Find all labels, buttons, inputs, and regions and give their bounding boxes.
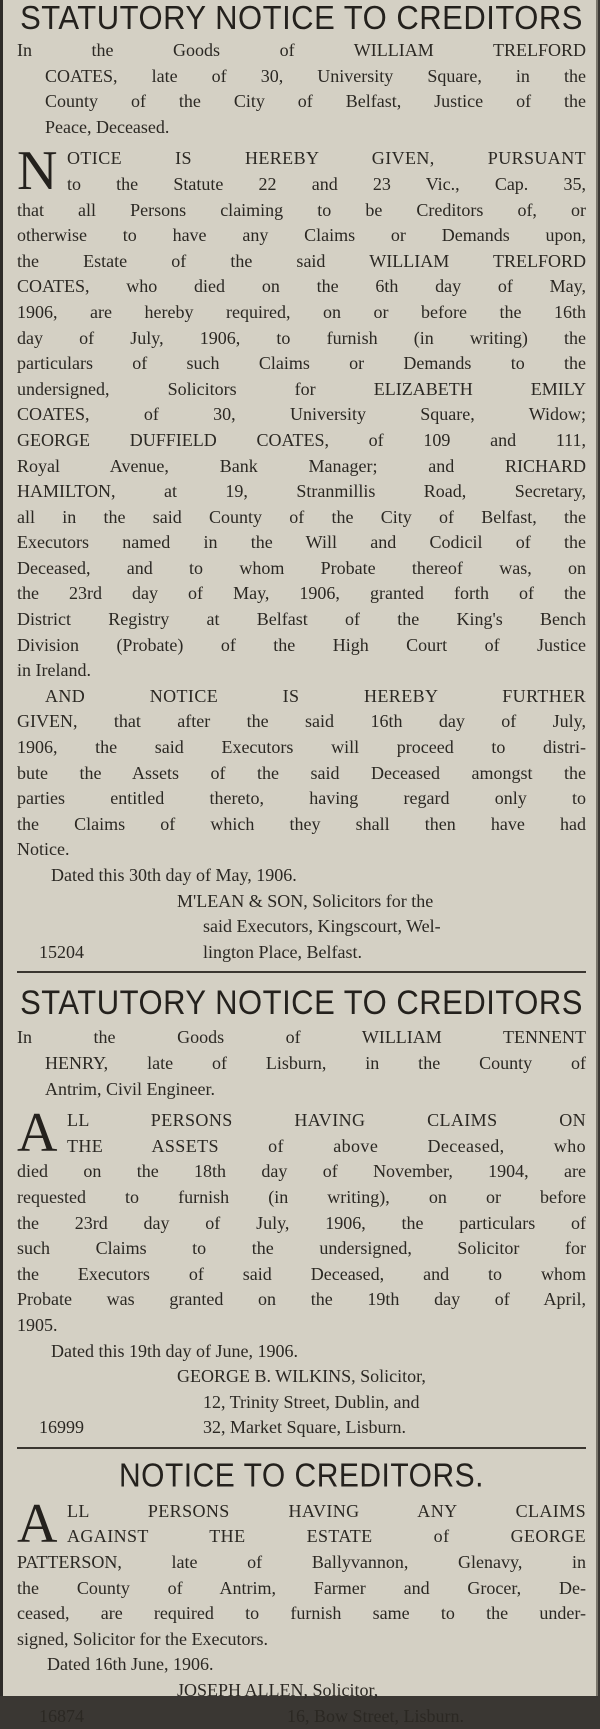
signature-line: 16, Bow Street, Lisburn. xyxy=(287,1705,464,1726)
drop-cap: A xyxy=(17,1102,58,1165)
intro-line: In the Goods of WILLIAM TRELFORD xyxy=(17,40,586,60)
notice-title: NOTICE TO CREDITORS. xyxy=(118,1457,485,1495)
body-line: HAMILTON, at 19, Stranmillis Road, Secretary, xyxy=(17,481,586,502)
dated-line: Dated this 30th day of May, 1906. xyxy=(51,865,297,885)
intro-line: In the Goods of WILLIAM TENNENT xyxy=(17,1027,586,1048)
notice-body xyxy=(17,140,586,683)
divider-rule xyxy=(17,1447,586,1449)
body-line: Deceased, and to whom Probate thereof was, on xyxy=(17,557,586,578)
signature-row xyxy=(17,1704,586,1729)
body-line: Probate was granted on the 19th day of April, xyxy=(17,1289,586,1310)
notice-coates xyxy=(3,0,596,973)
body-line: COATES, of 30, University Square, Widow; xyxy=(17,404,586,425)
body-line: LL PERSONS HAVING ANY CLAIMS xyxy=(67,1500,586,1521)
further-line: the Claims of which they shall then have had xyxy=(17,813,586,834)
signature-line: 32, Market Square, Lisburn. xyxy=(203,1417,406,1438)
body-line: to the Statute 22 and 23 Vic., Cap. 35, xyxy=(67,173,586,194)
body-line: that all Persons claiming to be Creditors of, or xyxy=(17,199,586,220)
body-line: the 23rd day of July, 1906, the particulars of xyxy=(17,1212,586,1233)
body-line: undersigned, Solicitors for ELIZABETH EMILY xyxy=(17,378,586,399)
body-line: such Claims to the undersigned, Solicitor for xyxy=(17,1238,586,1259)
body-line: Royal Avenue, Bank Manager; and RICHARD xyxy=(17,455,586,476)
body-line: THE ASSETS of above Deceased, who xyxy=(67,1135,586,1156)
further-line: GIVEN, that after the said 16th day of July, xyxy=(17,711,586,732)
body-line: died on the 18th day of November, 1904, are xyxy=(17,1161,586,1182)
body-line: the Executors of said Deceased, and to whom xyxy=(17,1263,586,1284)
body-line: requested to furnish (in writing), on or before xyxy=(17,1186,586,1207)
signature-row xyxy=(17,940,586,966)
divider-rule xyxy=(17,971,586,973)
intro-line: County of the City of Belfast, Justice of the xyxy=(45,91,586,112)
notice-patterson xyxy=(3,1459,596,1729)
drop-cap: N xyxy=(17,140,58,203)
notice-title: STATUTORY NOTICE TO CREDITORS xyxy=(20,0,583,37)
further-line: Notice. xyxy=(17,839,70,860)
body-line: 1906, are hereby required, on or before the 16th xyxy=(17,301,586,322)
signature-line: M'LEAN & SON, Solicitors for the xyxy=(177,890,434,911)
notice-body xyxy=(17,1492,586,1653)
body-line: signed, Solicitor for the Executors. xyxy=(17,1628,268,1649)
further-line: bute the Assets of the said Deceased amongst the xyxy=(17,762,586,783)
reference-number: 16874 xyxy=(39,1705,84,1726)
reference-number: 15204 xyxy=(39,941,84,962)
signature-line: GEORGE B. WILKINS, Solicitor, xyxy=(177,1366,426,1387)
body-line: Executors named in the Will and Codicil of the xyxy=(17,532,586,553)
signature-row xyxy=(17,1415,586,1441)
dated-line: Dated 16th June, 1906. xyxy=(47,1654,214,1675)
body-line: day of July, 1906, to furnish (in writing) the xyxy=(17,327,586,348)
body-line: GEORGE DUFFIELD COATES, of 109 and 111, xyxy=(17,429,586,450)
body-line: LL PERSONS HAVING CLAIMS ON xyxy=(67,1110,586,1131)
body-line: Division (Probate) of the High Court of Justice xyxy=(17,634,586,655)
dated-line: Dated this 19th day of June, 1906. xyxy=(51,1340,298,1361)
notice-henry xyxy=(3,985,596,1449)
body-line: the 23rd day of May, 1906, granted forth of the xyxy=(17,583,586,604)
body-line: OTICE IS HEREBY GIVEN, PURSUANT xyxy=(67,148,586,169)
body-line: all in the said County of the City of Belfast, the xyxy=(17,506,586,527)
signature-line: JOSEPH ALLEN, Solicitor, xyxy=(177,1680,379,1701)
intro-line: Antrim, Civil Engineer. xyxy=(45,1078,215,1099)
body-line: the County of Antrim, Farmer and Grocer, De- xyxy=(17,1577,586,1598)
signature-line: said Executors, Kingscourt, Wel- xyxy=(203,916,441,937)
signature-line: 12, Trinity Street, Dublin, and xyxy=(203,1391,420,1412)
body-line: District Registry at Belfast of the King's Bench xyxy=(17,609,586,630)
body-line: ceased, are required to furnish same to the under- xyxy=(17,1603,586,1624)
body-line: COATES, who died on the 6th day of May, xyxy=(17,276,586,297)
further-line: parties entitled thereto, having regard only to xyxy=(17,788,586,809)
body-line: AGAINST THE ESTATE of GEORGE xyxy=(67,1526,586,1547)
intro-line: HENRY, late of Lisburn, in the County of xyxy=(45,1052,586,1073)
notice-body xyxy=(17,1102,586,1338)
body-line: in Ireland. xyxy=(17,660,91,681)
further-line: 1906, the said Executors will proceed to distri- xyxy=(17,737,586,758)
further-line: AND NOTICE IS HEREBY FURTHER xyxy=(45,685,586,706)
notice-title: STATUTORY NOTICE TO CREDITORS xyxy=(20,983,583,1023)
intro-line: COATES, late of 30, University Square, in the xyxy=(45,65,586,86)
drop-cap: A xyxy=(17,1492,58,1555)
signature-line: lington Place, Belfast. xyxy=(203,941,362,962)
intro-line: Peace, Deceased. xyxy=(45,116,170,137)
body-line: otherwise to have any Claims or Demands upon, xyxy=(17,225,586,246)
body-line: PATTERSON, late of Ballyvannon, Glenavy, in xyxy=(17,1552,586,1573)
reference-number: 16999 xyxy=(39,1417,84,1438)
body-line: particulars of such Claims or Demands to the xyxy=(17,353,586,374)
body-line: the Estate of the said WILLIAM TRELFORD xyxy=(17,250,586,271)
body-line: 1905. xyxy=(17,1314,58,1335)
